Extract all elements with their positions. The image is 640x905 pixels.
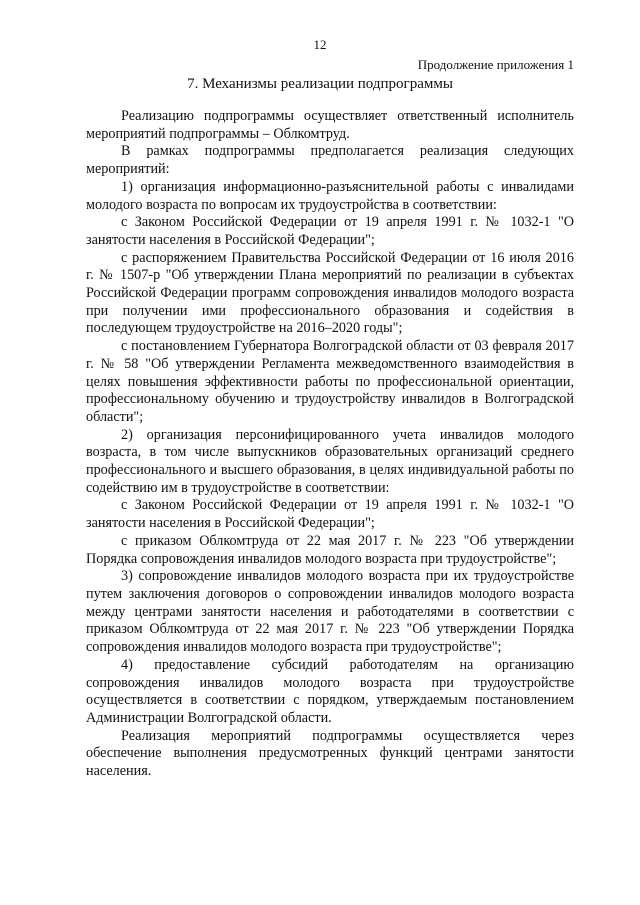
paragraph-law-reference-2: с Законом Российской Федерации от 19 апреля 1991 г. № 1032-1 "О занятости населения в Российской Федерации"; (86, 497, 574, 532)
paragraph-oblkomtrud-order: с приказом Облкомтруда от 22 мая 2017 г. № 223 "Об утверждении Порядка сопровождения инвалидов молодого возраста при трудоустройстве"; (86, 532, 574, 567)
paragraph-government-order: с распоряжением Правительства Российской Федерации от 16 июля 2016 г. № 1507-р "Об утверждении Плана мероприятий по реализации в субъектах Российской Федерации программ сопровождения инвалидов молодого возраста при получении ими профессионального образования и содействия в последующем трудоустройстве на 2016–2020 годы"; (86, 249, 574, 337)
paragraph-responsible-executor: Реализацию подпрограммы осуществляет ответственный исполнитель мероприятий подпрограммы – Облкомтруд. (86, 108, 574, 142)
appendix-continuation-note: Продолжение приложения 1 (417, 57, 574, 72)
page-number: 12 (313, 37, 327, 52)
document-body (86, 108, 574, 781)
paragraph-item-3: 3) сопровождение инвалидов молодого возраста при их трудоустройстве путем заключения договоров о сопровождении инвалидов молодого возраста между центрами занятости населения и работодателями в соответствии с приказом Облкомтруда от 22 мая 2017 г. № 223 "Об утверждении Порядка сопровождения инвалидов молодого возраста при трудоустройстве"; (86, 568, 574, 656)
paragraph-measures-intro: В рамках подпрограммы предполагается реализация следующих мероприятий: (86, 143, 574, 178)
paragraph-governor-decree: с постановлением Губернатора Волгоградской области от 03 февраля 2017 г. № 58 "Об утверждении Регламента межведомственного взаимодействия в целях повышения эффективности работы по профессиональной ориентации, профессиональному обучению и трудоустройству инвалидов в Волгоградской области"; (86, 338, 574, 425)
paragraph-item-1: 1) организация информационно-разъяснительной работы с инвалидами молодого возраста по вопросам их трудоустройства в соответствии: (86, 178, 574, 213)
paragraph-law-reference: с Законом Российской Федерации от 19 апреля 1991 г. № 1032-1 "О занятости населения в Российской Федерации"; (86, 214, 574, 248)
paragraph-item-2: 2) организация персонифицированного учета инвалидов молодого возраста, в том числе выпускников образовательных организаций среднего профессионального и высшего образования, в целях индивидуальной работы по содействию им в трудоустройстве в соответствии: (86, 426, 574, 496)
paragraph-conclusion: Реализация мероприятий подпрограммы осуществляется через обеспечение выполнения предусмотренных функций центрами занятости населения. (86, 727, 574, 780)
section-title: 7. Механизмы реализации подпрограммы (187, 76, 453, 92)
paragraph-item-4: 4) предоставление субсидий работодателям на организацию сопровождения инвалидов молодого возраста при трудоустройстве осуществляется в соответствии с порядком, утверждаемым постановлением Администрации Волгоградской области. (86, 656, 574, 726)
